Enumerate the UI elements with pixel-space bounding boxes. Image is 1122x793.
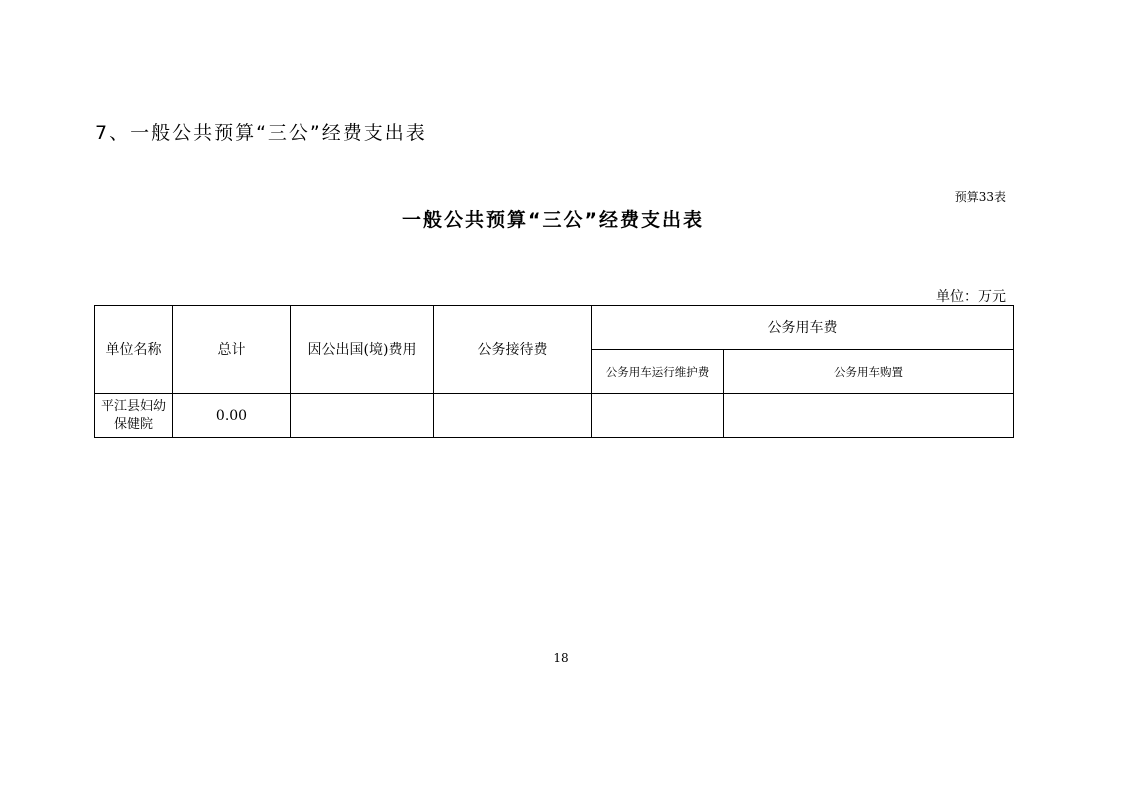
header-reception: 公务接待费: [434, 306, 592, 394]
table-header-row: [95, 306, 1014, 350]
section-heading: 7、一般公共预算“三公”经费支出表: [95, 122, 427, 144]
cell-vehicle-operation: [592, 394, 724, 438]
cell-unit-name: 平江县妇幼保健院: [95, 394, 173, 438]
header-vehicle-operation: 公务用车运行维护费: [592, 350, 724, 394]
header-unit-name: 单位名称: [95, 306, 173, 394]
page-number: 18: [553, 651, 569, 665]
header-vehicle-purchase: 公务用车购置: [724, 350, 1014, 394]
table-row: [95, 394, 1014, 438]
header-total: 总计: [173, 306, 291, 394]
unit-label: 单位：万元: [936, 289, 1006, 305]
header-overseas: 因公出国(境)费用: [291, 306, 434, 394]
cell-reception: [434, 394, 592, 438]
cell-total: 0.00: [173, 394, 291, 438]
table-title: 一般公共预算“三公”经费支出表: [402, 209, 704, 231]
cell-overseas: [291, 394, 434, 438]
form-code: 预算33表: [954, 190, 1006, 204]
header-vehicle: 公务用车费: [592, 306, 1014, 350]
cell-vehicle-purchase: [724, 394, 1014, 438]
budget-table: [94, 305, 1014, 438]
